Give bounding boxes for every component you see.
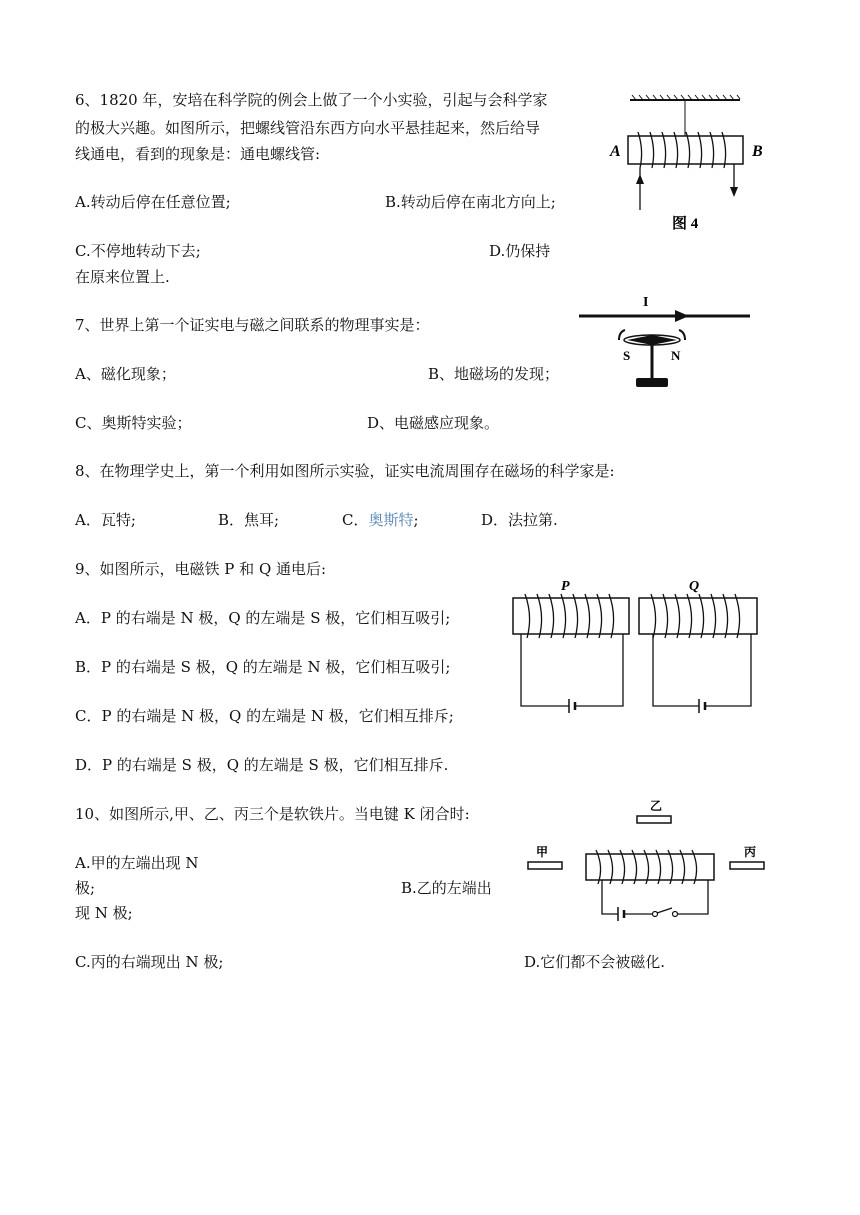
- q7-current-label: I: [643, 295, 649, 310]
- q10-option-c: C.丙的右端现出 N 极;: [75, 953, 224, 971]
- q8-option-b: B．焦耳;: [218, 511, 280, 529]
- q9-option-b: B．P 的右端是 S 极，Q 的左端是 N 极，它们相互吸引;: [75, 658, 451, 676]
- q6-option-b: B.转动后停在南北方向上;: [385, 193, 556, 211]
- q7-option-c: C、奥斯特实验；: [75, 414, 192, 432]
- q8-option-d: D．法拉第.: [481, 511, 558, 529]
- q9-option-d: D．P 的右端是 S 极，Q 的左端是 S 极，它们相互排斥.: [75, 756, 449, 774]
- q7-label-s: S: [623, 348, 631, 363]
- q10-label-jia: 甲: [536, 845, 549, 859]
- q6-option-c: C.不停地转动下去;: [75, 242, 201, 260]
- q8-option-c: [342, 510, 419, 530]
- q6-figure-caption: 图 4: [672, 216, 699, 232]
- q10-option-a-continued: 极;: [75, 879, 96, 897]
- q9-electromagnets-figure: [505, 578, 765, 720]
- q9-stem: 9、如图所示，电磁铁 P 和 Q 通电后:: [75, 560, 327, 578]
- q6-option-d: D.仍保持: [489, 242, 551, 260]
- q8-option-c-name[interactable]: 奥斯特: [368, 511, 414, 529]
- q6-option-a: A.转动后停在任意位置;: [75, 193, 231, 211]
- q6-option-d-continued: 在原来位置上.: [75, 268, 170, 286]
- q7-stem: 7、世界上第一个证实电与磁之间联系的物理事实是：: [75, 316, 430, 334]
- q10-label-yi: 乙: [650, 799, 663, 813]
- q8-option-a: A．瓦特;: [75, 511, 136, 529]
- q7-oersted-figure: [575, 290, 755, 395]
- q6-label-b: B: [752, 143, 763, 160]
- q7-label-n: N: [671, 348, 681, 363]
- q6-stem-line2: 的极大兴趣。如图所示，把螺线管沿东西方向水平悬挂起来，然后给导: [75, 119, 541, 137]
- q8-option-c-prefix: C．: [342, 511, 369, 529]
- q8-stem: 8、在物理学史上，第一个利用如图所示实验，证实电流周围存在磁场的科学家是:: [75, 462, 615, 480]
- q6-stem-line3: 线通电，看到的现象是：通电螺线管:: [75, 145, 321, 163]
- q10-label-bing: 丙: [744, 845, 757, 859]
- q10-option-b: B.乙的左端出: [401, 879, 492, 897]
- q9-option-a: A．P 的右端是 N 极，Q 的左端是 S 极，它们相互吸引;: [75, 609, 451, 627]
- q6-label-a: A: [610, 143, 621, 160]
- q9-option-c: C．P 的右端是 N 极，Q 的左端是 N 极，它们相互排斥;: [75, 707, 454, 725]
- q10-option-b-continued: 现 N 极;: [75, 904, 133, 922]
- q9-label-p: P: [561, 579, 570, 594]
- q7-option-d: D、电磁感应现象。: [367, 414, 500, 432]
- q6-solenoid-figure: [600, 92, 775, 232]
- q9-label-q: Q: [689, 579, 700, 594]
- q8-option-c-suffix: ;: [413, 511, 419, 529]
- q6-stem-line1: 6、1820 年，安培在科学院的例会上做了一个小实验，引起与会科学家: [75, 91, 548, 109]
- q7-option-b: B、地磁场的发现；: [428, 365, 560, 383]
- q10-option-a: A.甲的左端出现 N: [75, 854, 199, 872]
- q7-option-a: A、磁化现象；: [75, 365, 176, 383]
- q10-option-d: D.它们都不会被磁化.: [524, 953, 666, 971]
- q10-stem: 10、如图所示,甲、乙、丙三个是软铁片。当电键 K 闭合时:: [75, 805, 470, 823]
- q10-soft-iron-figure: [522, 796, 772, 922]
